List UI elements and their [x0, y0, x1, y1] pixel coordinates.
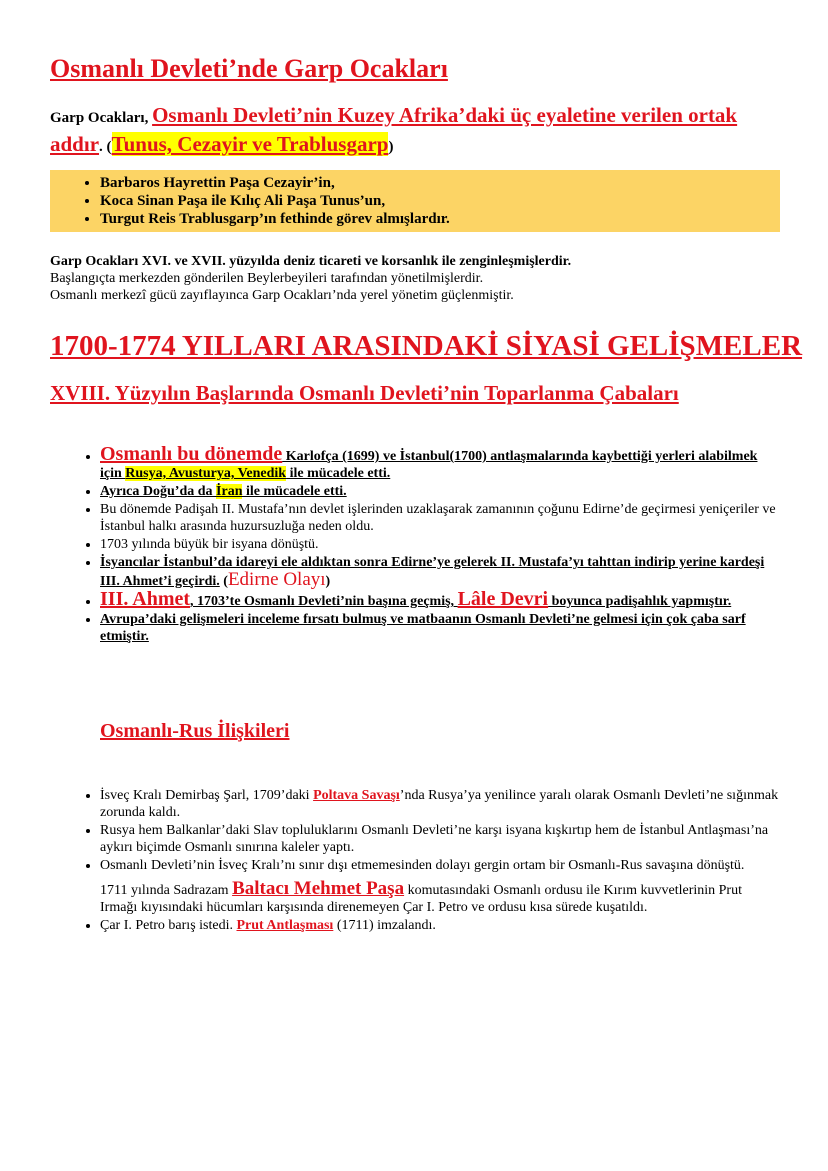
item-text: , 1703’te Osmanlı Devleti’nin başına geçmiş, [190, 594, 458, 609]
list-item [100, 917, 780, 934]
item-red: Prut Antlaşması [236, 918, 334, 933]
item-text: Ayrıca Doğu’da da [100, 484, 217, 499]
summary-paragraph [50, 253, 790, 304]
item-lead: Osmanlı bu dönemde [100, 443, 283, 465]
intro-paragraph [50, 102, 790, 160]
item-text: Osmanlı Devleti’nin İsveç Kralı’nı sınır dışı etmemesinden dolayı gergin ortam bir Osmanlı-Rus savaşına dönüştü. [100, 858, 745, 873]
list-item [100, 588, 780, 610]
item-text: ile mücadele etti. [242, 484, 347, 499]
relations-title: Osmanlı-Rus İlişkileri [100, 720, 290, 742]
intro-dot: . ( [99, 139, 112, 155]
item-text: ’nda Rusya’ya yenilince yaralı olarak Osmanlı Devleti’ne sığınmak zorunda kaldı. [100, 788, 779, 820]
subsection-title: XVIII. Yüzyılın Başlarında Osmanlı Devleti’nin Toparlanma Çabaları [50, 381, 679, 405]
item-text: (1711) imzalandı. [333, 918, 436, 933]
conquest-list [50, 170, 780, 228]
intro-definition: Osmanlı Devleti’nin Kuzey Afrika’daki üç eyaletine verilen ortak addır [50, 103, 738, 156]
list-item [100, 554, 780, 590]
intro-regions: Tunus, Cezayir ve Trablusgarp [111, 132, 389, 156]
list-item: • Barbaros Hayrettin Paşa Cezayir’in, [100, 174, 780, 192]
paragraph-line: Osmanlı merkezî gücü zayıflayınca Garp Ocakları’nda yerel yönetim güçlenmiştir. [50, 288, 514, 303]
item-text: komutasındaki Osmanlı ordusu ile Kırım kuvvetlerinin Prut Irmağı kıyısındaki hücumları karşısında direnemeyen Çar I. Petro ve ordusu kısa sürede kuşatıldı. [100, 883, 742, 915]
item-text: 1711 yılında Sadrazam [100, 883, 233, 898]
list-item: • 1703 yılında büyük bir isyana dönüştü. [100, 536, 780, 553]
list-item: • Rusya hem Balkanlar’daki Slav topluluklarını Osmanlı Devleti’ne karşı isyana kışkırtıp hem de İstanbul Antlaşması’na aykırı biçimde Osmanlı sınırına kaleler yaptı. [100, 822, 780, 856]
paragraph-line: Başlangıçta merkezden gönderilen Beylerbeyileri tarafından yönetilmişlerdir. [50, 271, 484, 286]
list-item: • Bu dönemde Padişah II. Mustafa’nın devlet işlerinden uzaklaşarak zamanının çoğunu Edirne’de geçirmesi yeniçeriler ve İstanbul halkı arasında huzursuzluğa neden oldu. [100, 501, 780, 535]
paragraph-line: Garp Ocakları XVI. ve XVII. yüzyılda deniz ticareti ve korsanlık ile zenginleşmişlerdir. [50, 254, 572, 269]
item-red: Lâle Devri [457, 588, 549, 610]
item-text: ( [219, 574, 228, 589]
list-item: • Koca Sinan Paşa ile Kılıç Ali Paşa Tunus’un, [100, 192, 780, 210]
list-item [100, 483, 780, 500]
item-text: Karlofça (1699) ve İstanbul(1700) antlaşmalarında kaybettiği yerleri alabilmek için [100, 449, 758, 481]
section-title: 1700-1774 YILLARI ARASINDAKİ SİYASİ GELİŞMELER [50, 330, 803, 362]
page-title: Osmanlı Devleti’nde Garp Ocakları [50, 54, 448, 83]
developments-list [50, 443, 780, 646]
intro-prefix: Garp Ocakları, [50, 110, 153, 126]
item-text: İsveç Kralı Demirbaş Şarl, 1709’daki [100, 788, 314, 803]
item-text: ) [325, 574, 331, 589]
item-highlight: Rusya, Avusturya, Venedik [125, 466, 287, 481]
relations-list [50, 787, 780, 935]
intro-close: ) [388, 139, 394, 155]
list-item [100, 857, 780, 916]
item-text: ile mücadele etti. [286, 466, 391, 481]
item-red: Poltava Savaşı [313, 788, 400, 803]
item-red: Baltacı Mehmet Paşa [232, 878, 405, 899]
list-item: • Avrupa’daki gelişmeleri inceleme fırsatı bulmuş ve matbaanın Osmanlı Devleti’ne gelmesi için çok çaba sarf etmiştir. [100, 611, 780, 645]
item-text: boyunca padişahlık yapmıştır. [548, 594, 732, 609]
list-item [100, 443, 780, 482]
conquest-box [50, 170, 780, 232]
list-item [100, 787, 780, 821]
item-text: Çar I. Petro barış istedi. [100, 918, 237, 933]
item-lead: III. Ahmet [100, 588, 191, 610]
list-item: • Turgut Reis Trablusgarp’ın fethinde görev almışlardır. [100, 210, 780, 228]
item-text: İsyancılar İstanbul’da idareyi ele aldıktan sonra Edirne’ye gelerek II. Mustafa’yı tahttan indirip yerine kardeşi III. Ahmet’i geçirdi. [100, 555, 765, 589]
item-continuation [100, 880, 780, 916]
item-red: Edirne Olayı [227, 569, 326, 590]
item-highlight: İran [216, 484, 243, 499]
